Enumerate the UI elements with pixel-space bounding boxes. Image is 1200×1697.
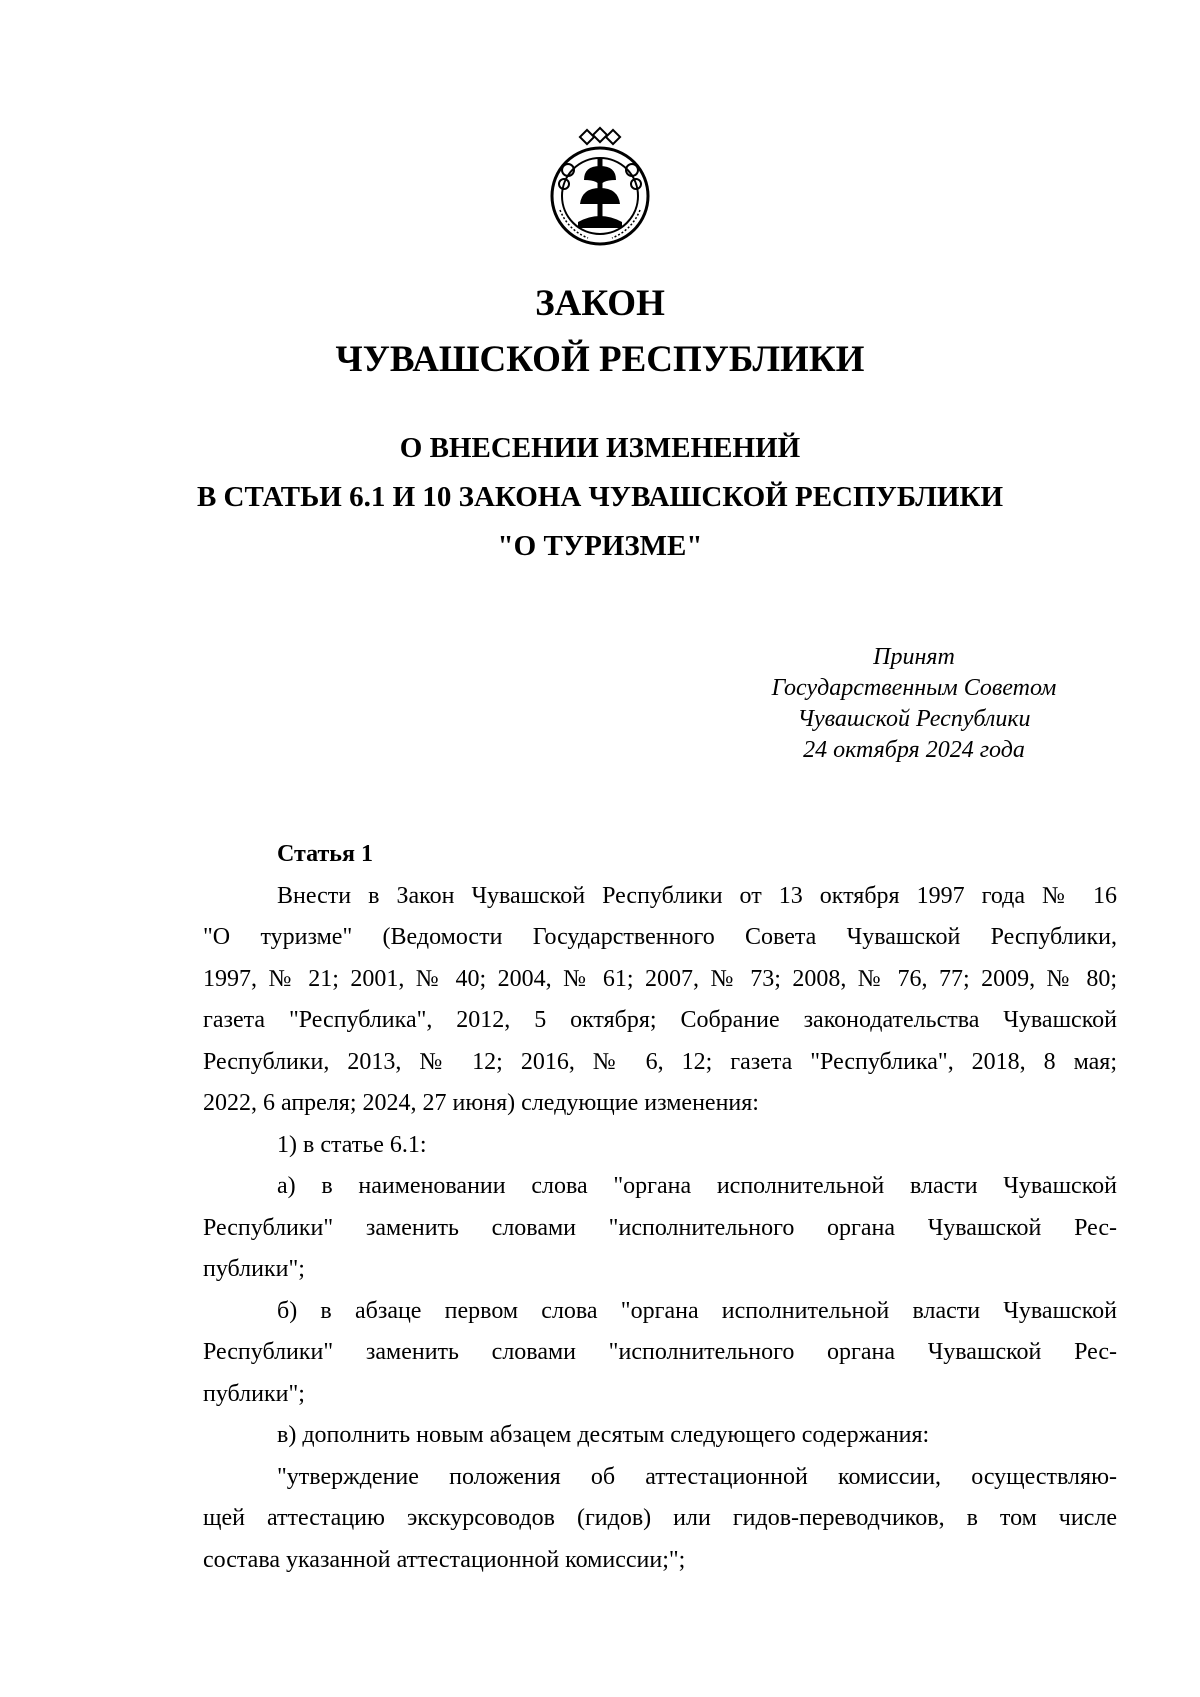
adoption-line-1: Принят xyxy=(873,644,955,670)
body-line: 1997, № 21; 2001, № 40; 2004, № 61; 2007, № 73; 2008, № 76, 77; 2009, № 80; xyxy=(203,965,1117,992)
law-title: ЗАКОН xyxy=(535,283,665,324)
subject-line-3: "О ТУРИЗМЕ" xyxy=(497,530,703,562)
adoption-line-3: Чувашской Республики xyxy=(797,706,1031,732)
body-line: публики"; xyxy=(203,1256,305,1282)
body-line: Республики" заменить словами "исполнительного органа Чувашской Рес- xyxy=(203,1214,1117,1241)
subject-line-1: О ВНЕСЕНИИ ИЗМЕНЕНИЙ xyxy=(399,432,801,464)
body-line: Внести в Закон Чувашской Республики от 13 октября 1997 года № 16 xyxy=(277,882,1117,909)
article-1 xyxy=(203,834,1117,1581)
body-line: публики"; xyxy=(203,1380,305,1407)
body-line: 1) в статье 6.1: xyxy=(277,1131,427,1158)
subject-line-2: В СТАТЬИ 6.1 И 10 ЗАКОНА ЧУВАШСКОЙ РЕСПУБЛИКИ xyxy=(196,481,1004,513)
body-line: "О туризме" (Ведомости Государственного Совета Чувашской Республики, xyxy=(203,924,1117,950)
body-line: б) в абзаце первом слова "органа исполнительной власти Чувашской xyxy=(277,1297,1117,1324)
body-line: газета "Республика", 2012, 5 октября; Собрание законодательства Чувашской xyxy=(203,1007,1117,1033)
body-line: 2022, 6 апреля; 2024, 27 июня) следующие изменения: xyxy=(203,1090,759,1116)
body-line: состава указанной аттестационной комиссии;"; xyxy=(203,1546,686,1573)
body-line: Республики" заменить словами "исполнительного органа Чувашской Рес- xyxy=(203,1339,1117,1365)
adoption-line-2: Государственным Советом xyxy=(771,675,1057,701)
article-heading: Статья 1 xyxy=(277,841,373,867)
republic-title: ЧУВАШСКОЙ РЕСПУБЛИКИ xyxy=(335,339,865,380)
emblem-icon xyxy=(538,126,662,250)
body-line: а) в наименовании слова "органа исполнительной власти Чувашской xyxy=(277,1173,1117,1199)
body-line: "утверждение положения об аттестационной комиссии, осуществляю- xyxy=(277,1463,1117,1490)
adoption-note xyxy=(734,642,1094,766)
adoption-date: 24 октября 2024 года xyxy=(803,737,1025,763)
body-line: в) дополнить новым абзацем десятым следующего содержания: xyxy=(277,1422,930,1448)
body-line: щей аттестацию экскурсоводов (гидов) или гидов-переводчиков, в том числе xyxy=(203,1505,1117,1531)
body-line: Республики, 2013, № 12; 2016, № 6, 12; газета "Республика", 2018, 8 мая; xyxy=(203,1048,1117,1075)
